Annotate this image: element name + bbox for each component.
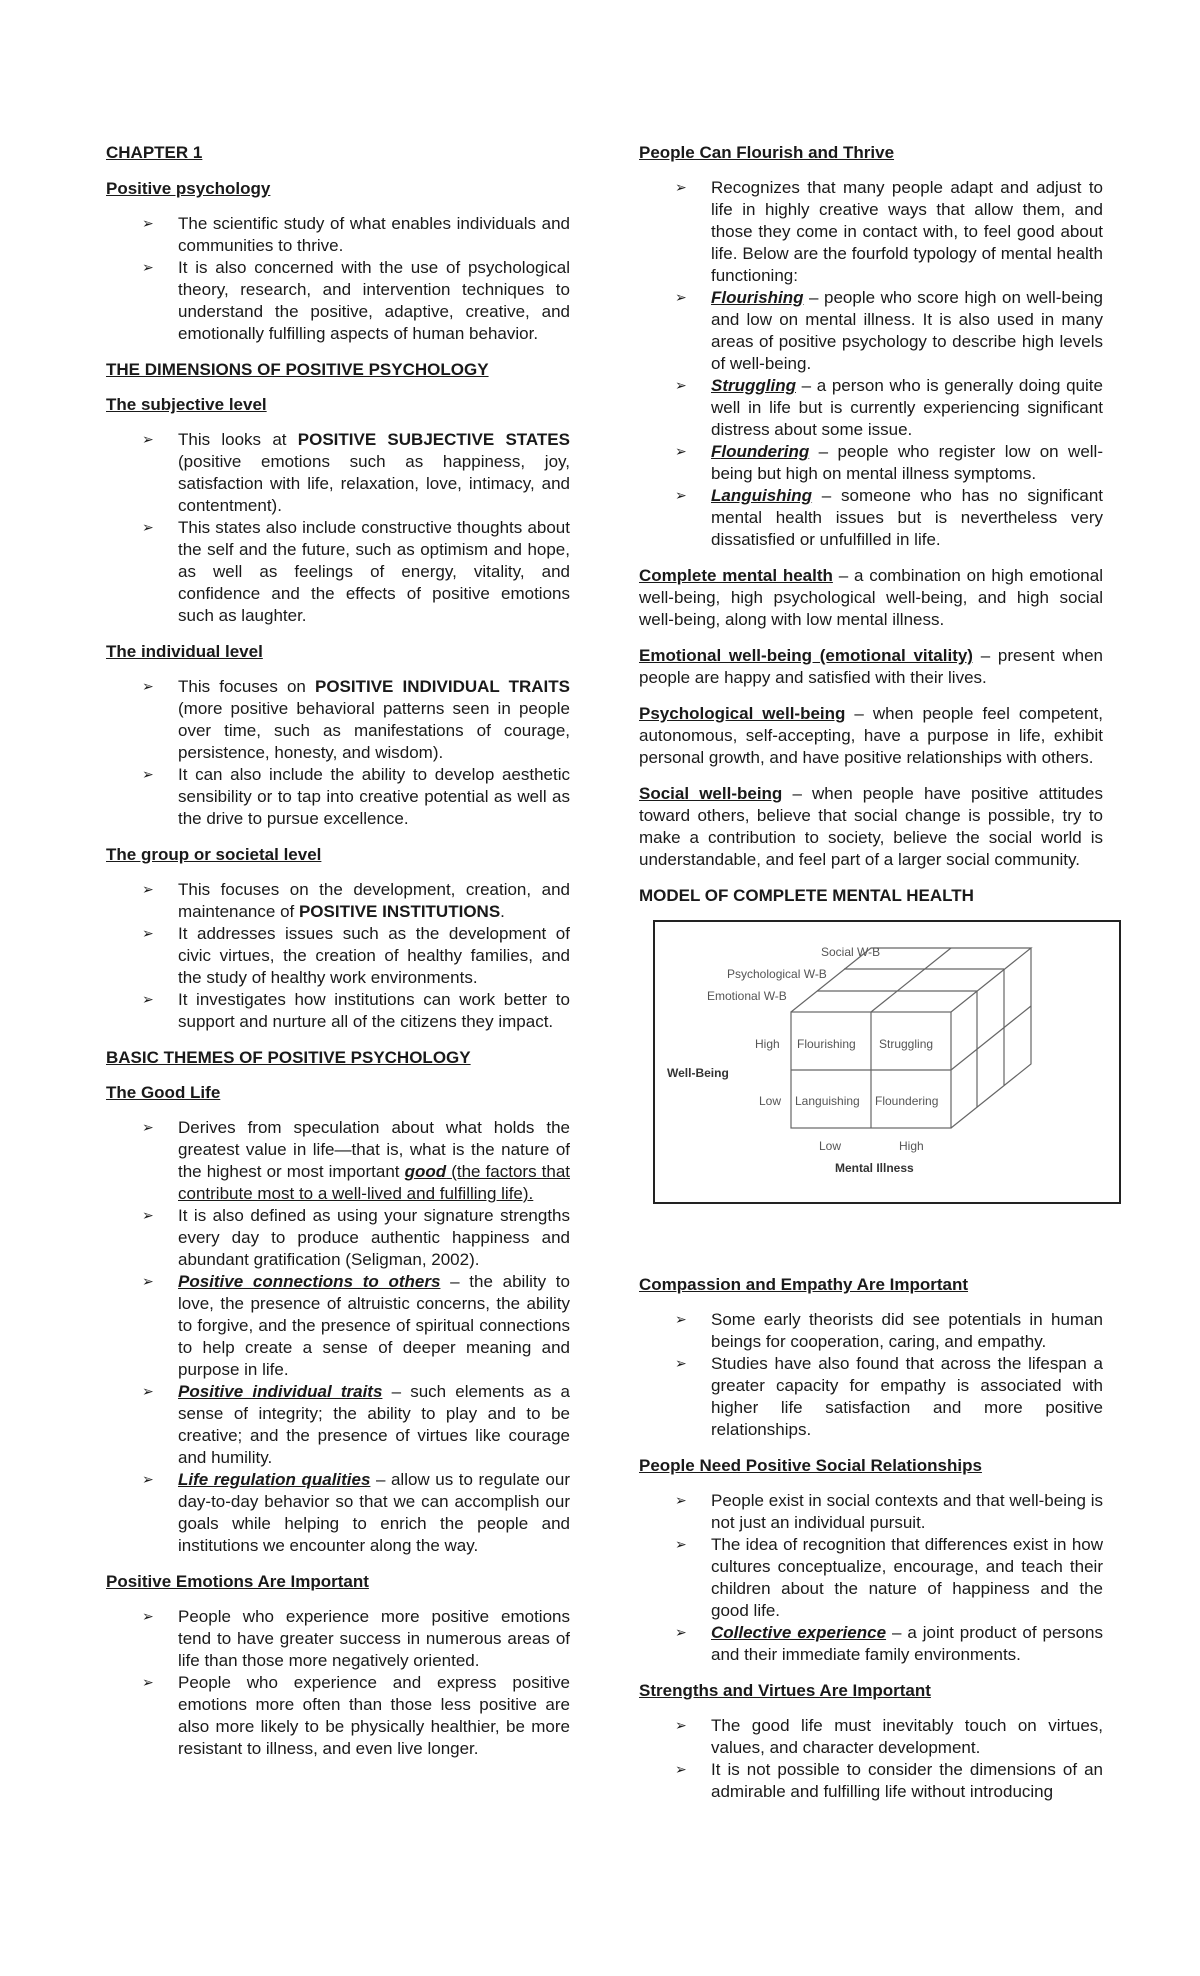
list-item: ➢ It is also defined as using your signature strengths every day to produce authentic happiness and abundant gratification (Seligman, 2002). (178, 1205, 570, 1271)
cell-languishing: Languishing (795, 1094, 860, 1108)
label-social-wb: Social W-B (821, 945, 881, 959)
list-item: ➢ It is not possible to consider the dimensions of an admirable and fulfilling life without introducing (711, 1759, 1103, 1803)
list-item: ➢ Derives from speculation about what holds the greatest value in life—that is, what is the nature of the highest or most important good (the factors that contribute most to a well-lived and fulfilling life). (178, 1117, 570, 1205)
cell-struggling: Struggling (879, 1037, 934, 1051)
list-item: ➢ This focuses on POSITIVE INDIVIDUAL TRAITS (more positive behavioral patterns seen in people over time, such as manifestations of courage, persistence, honesty, and wisdom). (178, 676, 570, 764)
definition: Complete mental health – a combination on high emotional well-being, high psychological well-being, and high social well-being, along with low mental illness. (639, 566, 1103, 629)
bullet-list (639, 1490, 1103, 1666)
list-item: ➢ This looks at POSITIVE SUBJECTIVE STATES (positive emotions such as happiness, joy, satisfaction with life, relaxation, love, intimacy, and contentment). (178, 429, 570, 517)
list-item: ➢ People who experience more positive emotions tend to have greater success in numerous areas of life than those more negatively oriented. (178, 1606, 570, 1672)
bullet-list (106, 1117, 570, 1557)
label-high-mi: High (899, 1139, 924, 1153)
list-item: ➢ Floundering – people who register low on well-being but high on mental illness symptoms. (711, 441, 1103, 485)
bullet-list (106, 213, 570, 345)
axis-mental-illness: Mental Illness (835, 1161, 914, 1175)
label-low-mi: Low (819, 1139, 842, 1153)
label-low-wb: Low (759, 1094, 782, 1108)
cell-floundering: Floundering (875, 1094, 939, 1108)
list-item: ➢ This focuses on the development, creation, and maintenance of POSITIVE INSTITUTIONS. (178, 879, 570, 923)
list-item: ➢ The good life must inevitably touch on virtues, values, and character development. (711, 1715, 1103, 1759)
figure-title: MODEL OF COMPLETE MENTAL HEALTH (639, 886, 974, 905)
axis-well-being: Well-Being (667, 1066, 729, 1080)
cell-flourishing: Flourishing (797, 1037, 856, 1051)
list-item: ➢ Recognizes that many people adapt and adjust to life in highly creative ways that allow them, and those they come in contact with, to feel good about life. Below are the fourfold typology of mental health functioning: (711, 177, 1103, 287)
list-item: ➢ The scientific study of what enables individuals and communities to thrive. (178, 213, 570, 257)
list-item: ➢ The idea of recognition that differences exist in how cultures conceptualize, encourage, and teach their children about the nature of happiness and the good life. (711, 1534, 1103, 1622)
section-heading: Compassion and Empathy Are Important (639, 1275, 969, 1294)
list-item: ➢ Languishing – someone who has no significant mental health issues but is nevertheless very dissatisfied or unfulfilled in life. (711, 485, 1103, 551)
list-item: ➢ People who experience and express positive emotions more often than those less positive are also more likely to be physically healthier, be more resistant to illness, and even live longer. (178, 1672, 570, 1760)
label-emotional-wb: Emotional W-B (707, 989, 787, 1003)
mental-health-model-figure (653, 920, 1121, 1204)
bullet-list (106, 879, 570, 1033)
section-heading: People Can Flourish and Thrive (639, 143, 895, 162)
section-heading: THE DIMENSIONS OF POSITIVE PSYCHOLOGY (106, 360, 489, 379)
list-item: ➢ Struggling – a person who is generally doing quite well in life but is currently experiencing significant distress about some issue. (711, 375, 1103, 441)
label-psychological-wb: Psychological W-B (727, 967, 827, 981)
list-item: ➢ Collective experience – a joint product of persons and their immediate family environments. (711, 1622, 1103, 1666)
left-column (106, 142, 570, 1774)
section-heading: BASIC THEMES OF POSITIVE PSYCHOLOGY (106, 1048, 471, 1067)
list-item: ➢ Positive connections to others – the ability to love, the presence of altruistic concerns, the ability to forgive, and the presence of spiritual connections to help create a sense of deeper meaning and purpose in life. (178, 1271, 570, 1381)
definition: Emotional well-being (emotional vitality) – present when people are happy and satisfied with their lives. (639, 646, 1104, 687)
section-heading: Positive psychology (106, 179, 271, 198)
list-item: ➢ Life regulation qualities – allow us to regulate our day-to-day behavior so that we can accomplish our goals while helping to enrich the people and institutions we encounter along the way. (178, 1469, 570, 1557)
section-heading: The subjective level (106, 395, 267, 414)
section-heading: People Need Positive Social Relationships (639, 1456, 982, 1475)
bullet-list (639, 1715, 1103, 1803)
bullet-list (639, 1309, 1103, 1441)
section-heading: The Good Life (106, 1083, 221, 1102)
definition: Psychological well-being – when people feel competent, autonomous, self-accepting, have a purpose in life, exhibit personal growth, and have positive relationships with others. (639, 704, 1103, 767)
section-heading: Strengths and Virtues Are Important (639, 1681, 931, 1700)
list-item: ➢ It can also include the ability to develop aesthetic sensibility or to tap into creative potential as well as the drive to pursue excellence. (178, 764, 570, 830)
list-item: ➢ Flourishing – people who score high on well-being and low on mental illness. It is also used in many areas of positive psychology to describe high levels of well-being. (711, 287, 1103, 375)
list-item: ➢ People exist in social contexts and that well-being is not just an individual pursuit. (711, 1490, 1103, 1534)
list-item: ➢ This states also include constructive thoughts about the self and the future, such as optimism and hope, as well as feelings of energy, vitality, and confidence and the effects of positive emotions such as laughter. (178, 517, 570, 627)
right-column (639, 142, 1103, 1817)
section-heading: Positive Emotions Are Important (106, 1572, 369, 1591)
section-heading: The group or societal level (106, 845, 322, 864)
chapter-title: CHAPTER 1 (106, 143, 203, 162)
bullet-list (639, 177, 1103, 551)
list-item: ➢ Positive individual traits – such elements as a sense of integrity; the ability to play and to be creative; and the presence of virtues like courage and humility. (178, 1381, 570, 1469)
label-high-wb: High (755, 1037, 780, 1051)
list-item: ➢ It addresses issues such as the development of civic virtues, the creation of healthy families, and the study of healthy work environments. (178, 923, 570, 989)
bullet-list (106, 429, 570, 627)
list-item: ➢ It is also concerned with the use of psychological theory, research, and intervention techniques to understand the positive, adaptive, creative, and emotionally fulfilling aspects of human behavior. (178, 257, 570, 345)
list-item: ➢ Studies have also found that across the lifespan a greater capacity for empathy is associated with higher life satisfaction and more positive relationships. (711, 1353, 1103, 1441)
section-heading: The individual level (106, 642, 263, 661)
list-item: ➢ Some early theorists did see potentials in human beings for cooperation, caring, and empathy. (711, 1309, 1103, 1353)
definition: Social well-being – when people have positive attitudes toward others, believe that social change is possible, try to make a contribution to society, believe the social world is understandable, and feel part of a larger social community. (639, 784, 1103, 869)
bullet-list (106, 676, 570, 830)
bullet-list (106, 1606, 570, 1760)
list-item: ➢ It investigates how institutions can work better to support and nurture all of the citizens they impact. (178, 989, 570, 1033)
cube-diagram (655, 922, 1119, 1202)
